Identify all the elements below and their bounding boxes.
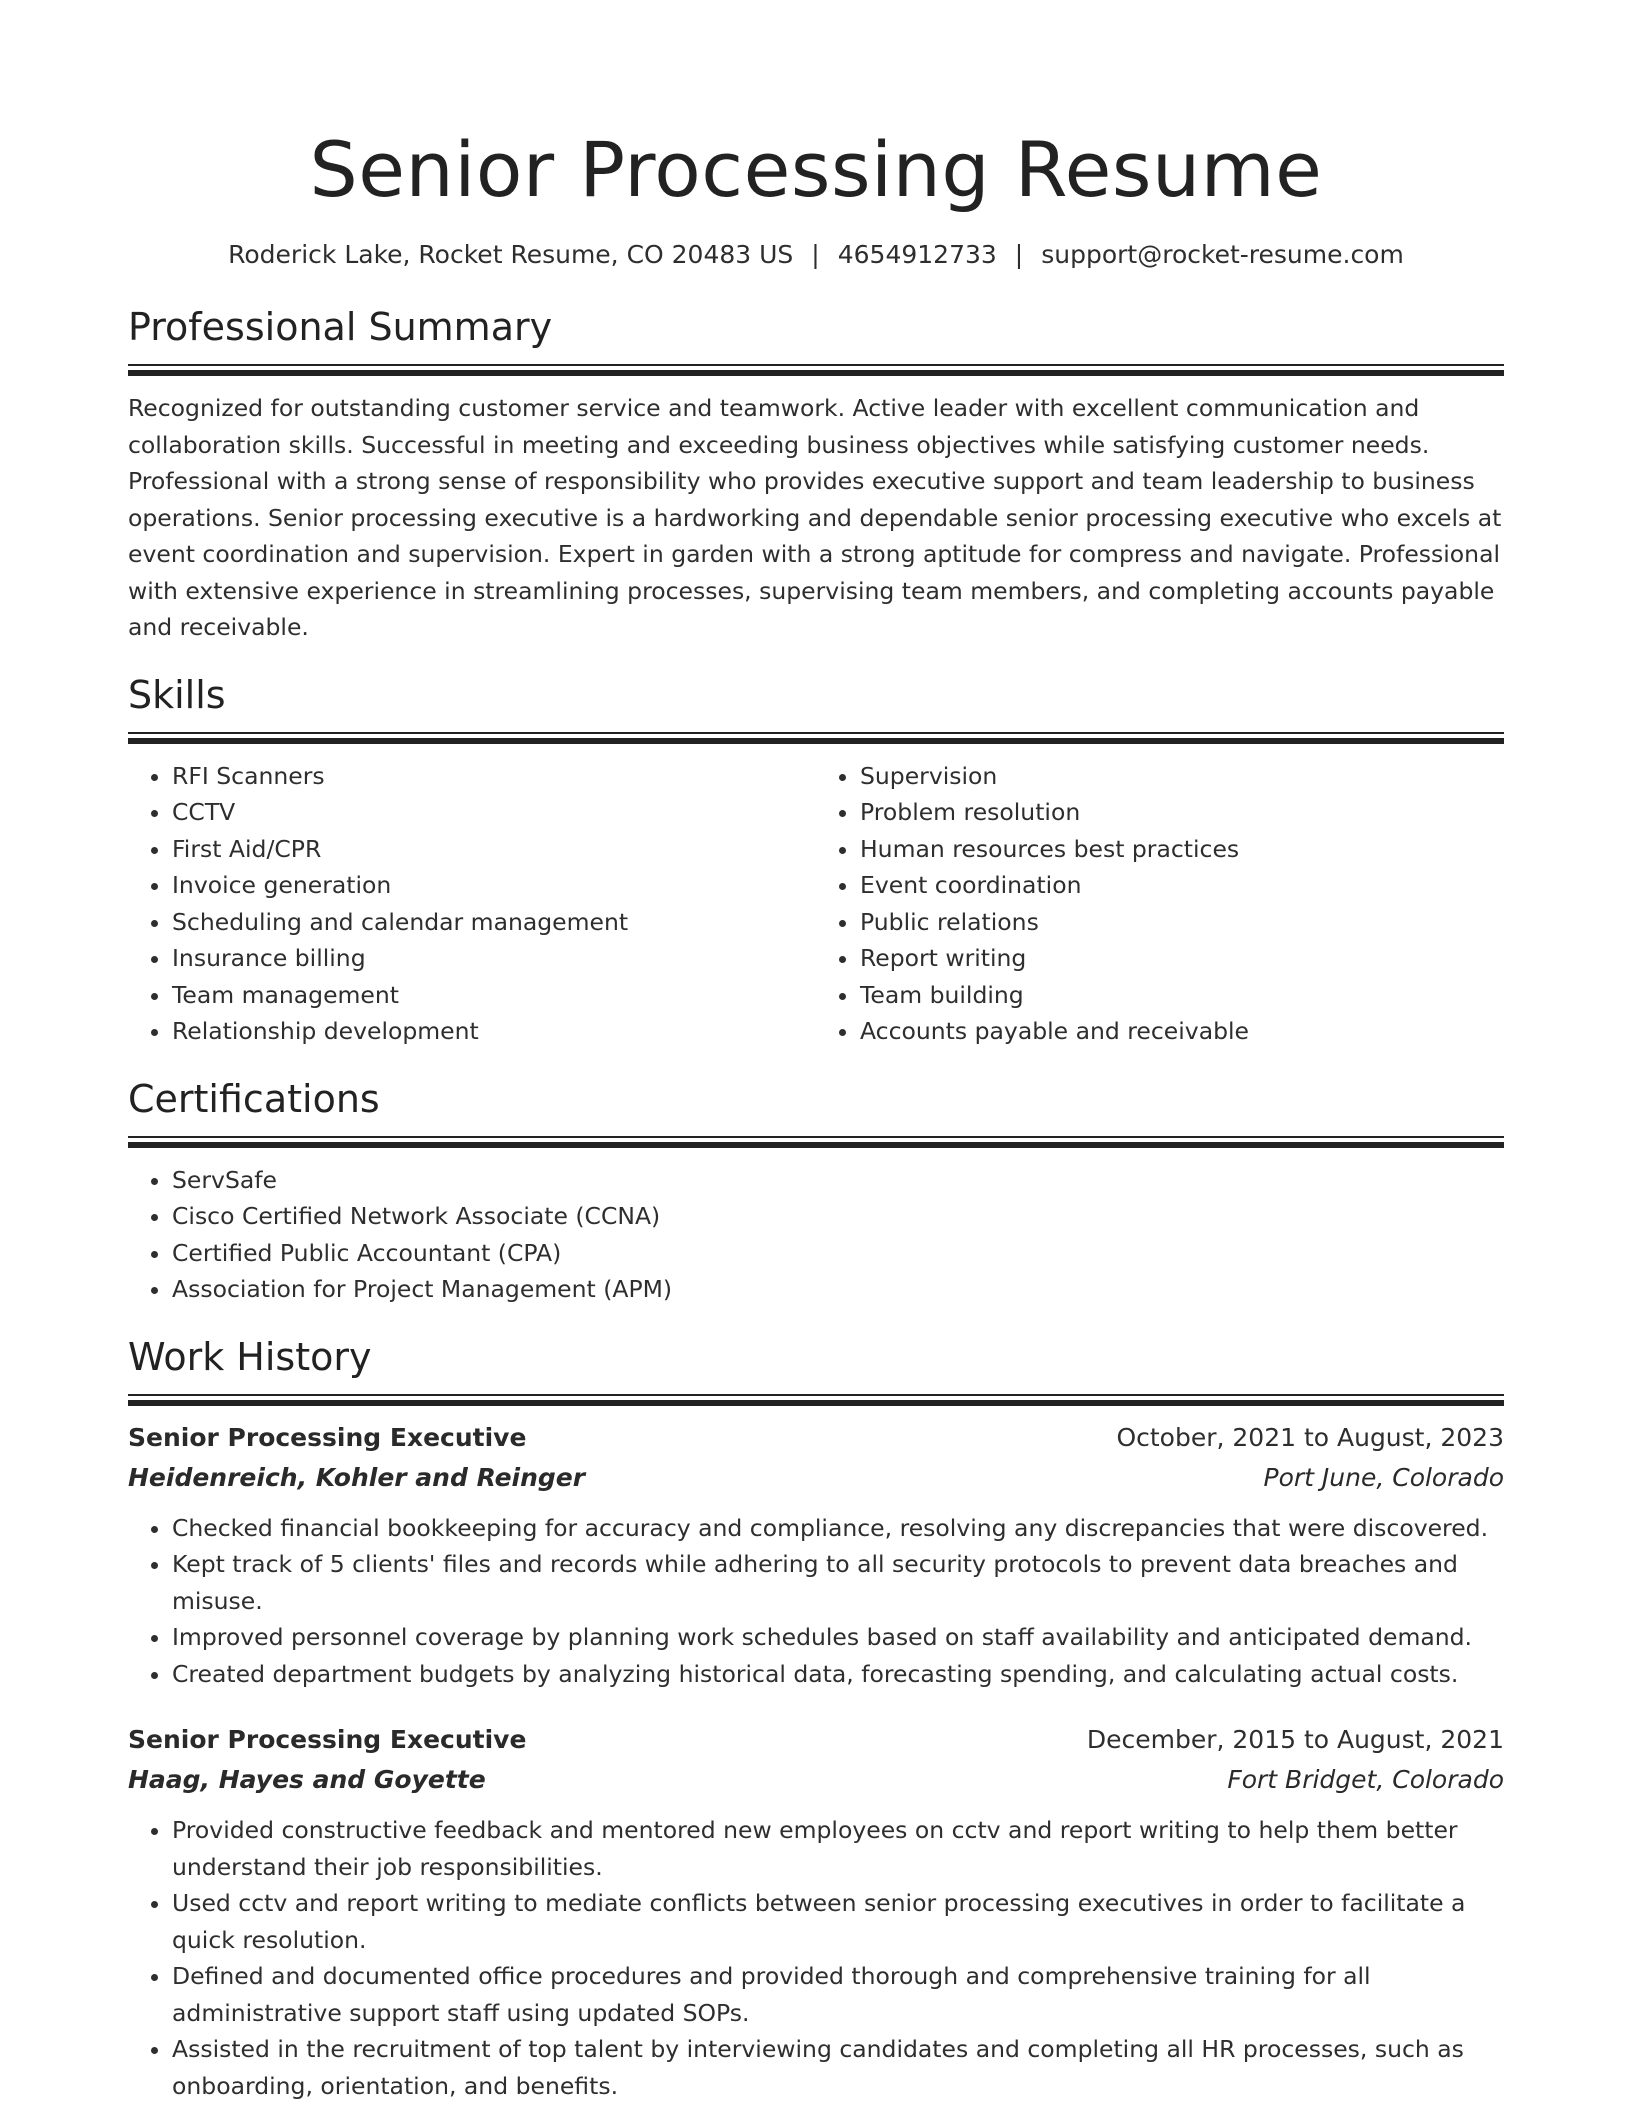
job-subheader <box>128 1760 1504 1800</box>
section-heading-certifications: Certifications <box>128 1076 380 1121</box>
skill-item: • Team building <box>860 977 1504 1014</box>
skill-item: • RFI Scanners <box>172 758 816 795</box>
job-subheader <box>128 1458 1504 1498</box>
job-header <box>128 1418 1504 1458</box>
job-company: Heidenreich, Kohler and Reinger <box>128 1462 586 1492</box>
contact-address: Roderick Lake, Rocket Resume, CO 20483 US <box>228 240 794 269</box>
section-divider <box>128 364 1504 376</box>
skill-item: • Accounts payable and receivable <box>860 1013 1504 1050</box>
job-bullet: • Provided constructive feedback and mentored new employees on cctv and report writing to help them better understand their job responsibilities. <box>172 1812 1504 1885</box>
certification-item: • Association for Project Management (APM) <box>172 1271 1504 1308</box>
skill-item: • Report writing <box>860 940 1504 977</box>
certification-item: • ServSafe <box>172 1162 1504 1199</box>
section-heading-work-history: Work History <box>128 1334 372 1379</box>
contact-separator: | <box>811 240 820 269</box>
section-divider <box>128 1394 1504 1406</box>
job-bullets <box>128 1510 1504 1693</box>
job-location: Fort Bridget, Colorado <box>1227 1765 1504 1794</box>
summary-text: Recognized for outstanding customer service and teamwork. Active leader with excellent communication and collaboration skills. Successful in meeting and exceeding business objectives while satisfying customer needs. Professional with a strong sense of responsibility who provides executive support and team leadership to business operations. Senior processing executive is a hardworking and dependable senior processing executive who excels at event coordination and supervision. Expert in garden with a strong aptitude for compress and navigate. Professional with extensive experience in streamlining processes, supervising team members, and completing accounts payable and receivable. <box>128 394 1502 641</box>
job-header <box>128 1720 1504 1760</box>
job-title: Senior Processing Executive <box>128 1422 527 1452</box>
skill-item: • Public relations <box>860 904 1504 941</box>
skill-item: • Invoice generation <box>172 867 816 904</box>
skill-item: • Scheduling and calendar management <box>172 904 816 941</box>
job-company: Haag, Hayes and Goyette <box>128 1765 486 1794</box>
skill-item: • First Aid/CPR <box>172 831 816 868</box>
job-bullets <box>128 1812 1504 2104</box>
skill-item: • Supervision <box>860 758 1504 795</box>
skill-item: • Human resources best practices <box>860 831 1504 868</box>
contact-email: support@rocket-resume.com <box>1041 240 1404 269</box>
skill-item: • Relationship development <box>172 1013 816 1050</box>
skill-item: • CCTV <box>172 794 816 831</box>
contact-separator: | <box>1014 240 1024 269</box>
skill-item: • Event coordination <box>860 867 1504 904</box>
job-bullet: • Improved personnel coverage by planning work schedules based on staff availability and anticipated demand. <box>172 1619 1504 1656</box>
skill-item: • Problem resolution <box>860 794 1504 831</box>
job-bullet: • Checked financial bookkeeping for accuracy and compliance, resolving any discrepancies that were discovered. <box>172 1510 1504 1547</box>
job-dates: October, 2021 to August, 2023 <box>1116 1422 1504 1452</box>
summary-section <box>128 302 1504 646</box>
skills-grid <box>128 758 1504 1050</box>
job-entry <box>128 1720 1504 2104</box>
job-bullet: • Created department budgets by analyzing historical data, forecasting spending, and calculating actual costs. <box>172 1656 1504 1693</box>
job-bullet: • Kept track of 5 clients' files and records while adhering to all security protocols to prevent data breaches and misuse. <box>172 1546 1504 1619</box>
job-location: Port June, Colorado <box>1263 1462 1504 1492</box>
contact-phone: 4654912733 <box>837 240 997 269</box>
section-heading-skills: Skills <box>128 672 226 717</box>
job-bullet: • Assisted in the recruitment of top talent by interviewing candidates and completing all HR processes, such as onboarding, orientation, and benefits. <box>172 2031 1504 2104</box>
resume-title: Senior Processing Resume <box>309 125 1323 214</box>
section-heading-summary: Professional Summary <box>128 305 553 349</box>
skill-item: • Insurance billing <box>172 940 816 977</box>
skill-item: • Team management <box>172 977 816 1014</box>
skills-column-left <box>128 758 816 1050</box>
certification-item: • Cisco Certified Network Associate (CCNA) <box>172 1198 1504 1235</box>
section-divider <box>128 1136 1504 1148</box>
job-bullet: • Used cctv and report writing to mediate conflicts between senior processing executives in order to facilitate a quick resolution. <box>172 1885 1504 1958</box>
skills-section <box>128 670 1504 1050</box>
job-title: Senior Processing Executive <box>128 1725 527 1754</box>
skills-column-right <box>816 758 1504 1050</box>
work-history-section <box>128 1332 1504 2105</box>
certification-item: • Certified Public Accountant (CPA) <box>172 1235 1504 1272</box>
job-dates: December, 2015 to August, 2021 <box>1086 1725 1504 1754</box>
job-entry <box>128 1418 1504 1693</box>
resume-page <box>128 0 1504 2104</box>
job-bullet: • Defined and documented office procedures and provided thorough and comprehensive training for all administrative support staff using updated SOPs. <box>172 1958 1504 2031</box>
section-divider <box>128 732 1504 744</box>
certifications-section <box>128 1074 1504 1308</box>
certifications-list <box>128 1162 1504 1308</box>
contact-line <box>128 238 1504 272</box>
